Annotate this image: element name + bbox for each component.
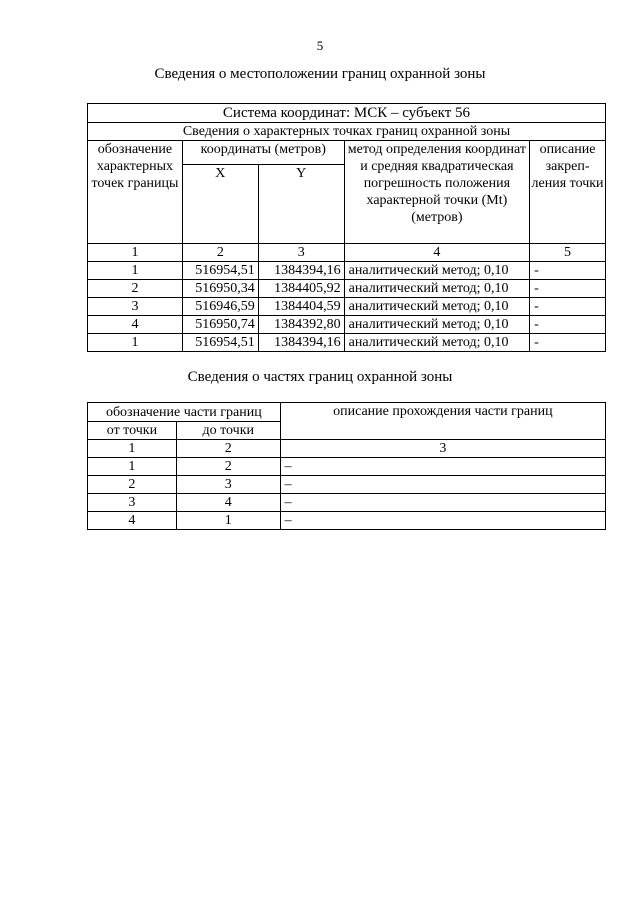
- point-cell: 1: [88, 262, 183, 280]
- table-row: [88, 262, 606, 280]
- col-number: 4: [344, 244, 529, 262]
- to-cell: 1: [176, 512, 280, 530]
- part-description-cell: –: [280, 512, 605, 530]
- x-cell: 516954,51: [182, 334, 258, 352]
- table-row: [88, 458, 606, 476]
- col-number: 2: [176, 440, 280, 458]
- from-cell: 2: [88, 476, 177, 494]
- x-cell: 516946,59: [182, 298, 258, 316]
- table-row: [88, 494, 606, 512]
- header-description: описание закреп-ления точки: [530, 141, 606, 244]
- x-cell: 516950,74: [182, 316, 258, 334]
- page-number: 5: [316, 38, 324, 53]
- header-part-description: описание прохождения части границ: [280, 403, 605, 440]
- to-cell: 2: [176, 458, 280, 476]
- y-cell: 1384394,16: [258, 262, 344, 280]
- col-number: 2: [182, 244, 258, 262]
- point-cell: 4: [88, 316, 183, 334]
- table-row: [88, 334, 606, 352]
- description-cell: -: [530, 280, 606, 298]
- y-cell: 1384404,59: [258, 298, 344, 316]
- point-cell: 2: [88, 280, 183, 298]
- header-coords: координаты (метров): [182, 141, 344, 165]
- from-cell: 3: [88, 494, 177, 512]
- header-point-id: обозначение характерных точек границы: [88, 141, 183, 244]
- from-cell: 4: [88, 512, 177, 530]
- to-cell: 3: [176, 476, 280, 494]
- section1-title: Сведения о местоположении границ охранной зоны: [154, 66, 486, 82]
- method-cell: аналитический метод; 0,10: [344, 262, 529, 280]
- header-x: X: [182, 165, 258, 244]
- part-description-cell: –: [280, 476, 605, 494]
- table-row: [88, 512, 606, 530]
- point-cell: 1: [88, 334, 183, 352]
- table-row: [88, 280, 606, 298]
- method-cell: аналитический метод; 0,10: [344, 334, 529, 352]
- part-description-cell: –: [280, 494, 605, 512]
- to-cell: 4: [176, 494, 280, 512]
- from-cell: 1: [88, 458, 177, 476]
- description-cell: -: [530, 334, 606, 352]
- description-cell: -: [530, 316, 606, 334]
- col-number: 3: [258, 244, 344, 262]
- header-to: до точки: [176, 422, 280, 440]
- col-number: 1: [88, 440, 177, 458]
- col-number: 3: [280, 440, 605, 458]
- boundary-points-table: [87, 103, 606, 352]
- header-from: от точки: [88, 422, 177, 440]
- part-description-cell: –: [280, 458, 605, 476]
- x-cell: 516950,34: [182, 280, 258, 298]
- table-row: [88, 316, 606, 334]
- header-method: метод определения координат и средняя квадратическая погрешность положения характерной точки (Mt) (метров): [344, 141, 529, 244]
- header-y: Y: [258, 165, 344, 244]
- boundary-parts-table: [87, 402, 606, 530]
- points-subtitle: Сведения о характерных точках границ охранной зоны: [88, 123, 606, 141]
- y-cell: 1384392,80: [258, 316, 344, 334]
- description-cell: -: [530, 262, 606, 280]
- y-cell: 1384405,92: [258, 280, 344, 298]
- table-row: [88, 476, 606, 494]
- y-cell: 1384394,16: [258, 334, 344, 352]
- table-row: [88, 298, 606, 316]
- description-cell: -: [530, 298, 606, 316]
- x-cell: 516954,51: [182, 262, 258, 280]
- method-cell: аналитический метод; 0,10: [344, 316, 529, 334]
- method-cell: аналитический метод; 0,10: [344, 280, 529, 298]
- coord-system-label: Система координат: МСК – субъект 56: [88, 104, 606, 123]
- section2-title: Сведения о частях границ охранной зоны: [187, 369, 453, 385]
- col-number: 1: [88, 244, 183, 262]
- method-cell: аналитический метод; 0,10: [344, 298, 529, 316]
- point-cell: 3: [88, 298, 183, 316]
- col-number: 5: [530, 244, 606, 262]
- header-part-id: обозначение части границ: [88, 403, 281, 422]
